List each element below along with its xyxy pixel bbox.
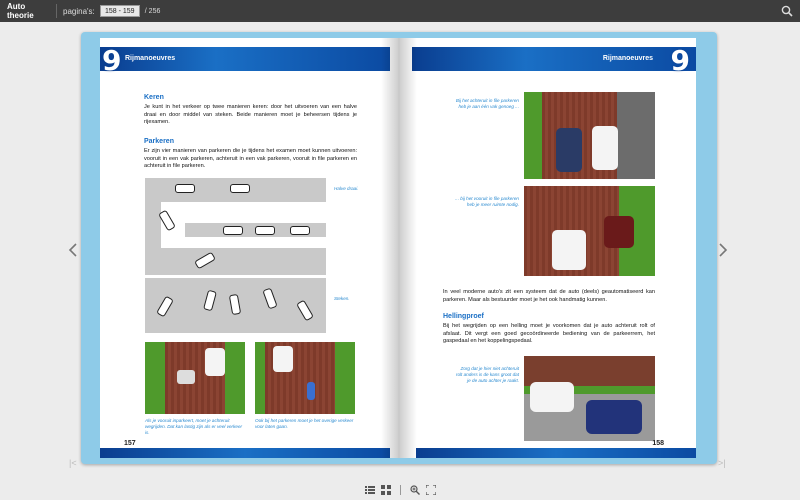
page-number: 157	[124, 440, 136, 447]
car-icon	[203, 290, 217, 312]
search-icon[interactable]	[781, 5, 793, 17]
section-heading: Keren	[144, 94, 164, 101]
car-icon	[175, 184, 195, 193]
caption: Ook bij het parkeren moet je het overige verkeer voor laten gaan.	[255, 418, 354, 430]
car-icon	[290, 226, 310, 235]
car-photo	[556, 128, 582, 172]
caption: Halve draai.	[334, 186, 359, 191]
caption: Zorg dat je hier niet achteruit rolt anders is de kans groot dat je de auto achter je raakt.	[455, 366, 519, 384]
caption: Als je vooruit inparkeert, moet je achteruit wegrijden. Dat kan lastig zijn als er veel verkeer is.	[145, 418, 243, 436]
road	[145, 248, 326, 275]
car-photo	[586, 400, 642, 434]
halve-draai-diagram	[145, 178, 326, 275]
section-heading: Parkeren	[144, 138, 174, 145]
right-page	[399, 38, 696, 458]
paragraph: Bij het wegrijden op een helling moet je voorkomen dat je auto achteruit rolt of afslaat. Dit vergt een goed gecoördineerde bediening van de parkeerrem, het gaspedaal en het koppelingspedaal.	[443, 323, 655, 345]
steken-diagram	[145, 278, 326, 333]
page-number: 158	[652, 440, 664, 447]
chapter-band	[412, 47, 696, 71]
cyclist-photo	[307, 382, 315, 400]
parking-photo	[524, 92, 655, 179]
chapter-number: 9	[670, 44, 690, 77]
grid-view-icon[interactable]	[381, 485, 391, 495]
parking-photo	[524, 186, 655, 276]
chapter-band	[100, 47, 390, 71]
car-icon	[229, 294, 241, 315]
footer-band	[416, 448, 696, 458]
car-photo	[604, 216, 634, 248]
chapter-number: 9	[102, 44, 122, 77]
car-photo	[205, 348, 225, 376]
fullscreen-icon[interactable]	[426, 485, 436, 495]
flipbook	[81, 32, 717, 464]
toolbar-divider	[56, 4, 57, 18]
car-photo	[592, 126, 618, 170]
car-photo	[552, 230, 586, 270]
page-input[interactable]: 158 - 159	[100, 5, 140, 17]
caption: ... bij het vooruit in file parkeren heb je meer ruimte nodig.	[455, 196, 519, 208]
car-icon	[296, 300, 314, 322]
hill-start-photo	[524, 356, 655, 441]
toolbar-divider	[400, 485, 401, 495]
top-toolbar	[0, 0, 800, 22]
chapter-title: Rijmanoeuvres	[125, 55, 176, 62]
chapter-title: Rijmanoeuvres	[602, 55, 653, 62]
car-icon	[223, 226, 243, 235]
caption: Steken.	[334, 296, 350, 301]
car-photo	[177, 370, 195, 384]
car-icon	[255, 226, 275, 235]
pages-label: pagina's:	[63, 6, 95, 16]
caption: Bij het achteruit in file parkeren heb je aan één vak genoeg ...	[455, 98, 519, 110]
section-text: Je kunt in het verkeer op twee manieren keren: door het uitvoeren van een halve draai en door middel van steken. Beide manieren moet je beheersen tijdens je rijexamen.	[144, 104, 357, 126]
section-heading: Hellingproef	[443, 313, 484, 320]
car-photo	[530, 382, 574, 412]
footer-band	[100, 448, 390, 458]
next-page-icon[interactable]	[718, 243, 728, 257]
app-title: Auto theorie	[7, 2, 34, 20]
page-total: / 256	[144, 7, 161, 15]
car-icon	[262, 288, 277, 310]
car-icon	[230, 184, 250, 193]
bottom-toolbar	[0, 480, 800, 500]
zoom-in-icon[interactable]	[410, 485, 420, 495]
parking-photo	[145, 342, 245, 414]
paragraph: In veel moderne auto's zit een systeem dat de auto (deels) geautomatiseerd kan parkeren. Maar als bestuurder moet je het ook handmatig kunnen.	[443, 289, 655, 303]
first-page-icon[interactable]: |<	[69, 458, 77, 468]
car-icon	[156, 296, 174, 318]
last-page-icon[interactable]: >|	[718, 458, 726, 468]
parking-photo	[255, 342, 355, 414]
prev-page-icon[interactable]	[68, 243, 78, 257]
left-page	[100, 38, 400, 458]
car-photo	[273, 346, 293, 372]
parking-lane	[617, 92, 655, 179]
list-view-icon[interactable]	[365, 485, 375, 495]
section-text: Er zijn vier manieren van parkeren die je tijdens het examen moet kunnen uitvoeren: vooruit in een vak parkeren, achteruit in een vak parkeren, vooruit in file parkeren en achteruit in file parkeren.	[144, 148, 357, 170]
